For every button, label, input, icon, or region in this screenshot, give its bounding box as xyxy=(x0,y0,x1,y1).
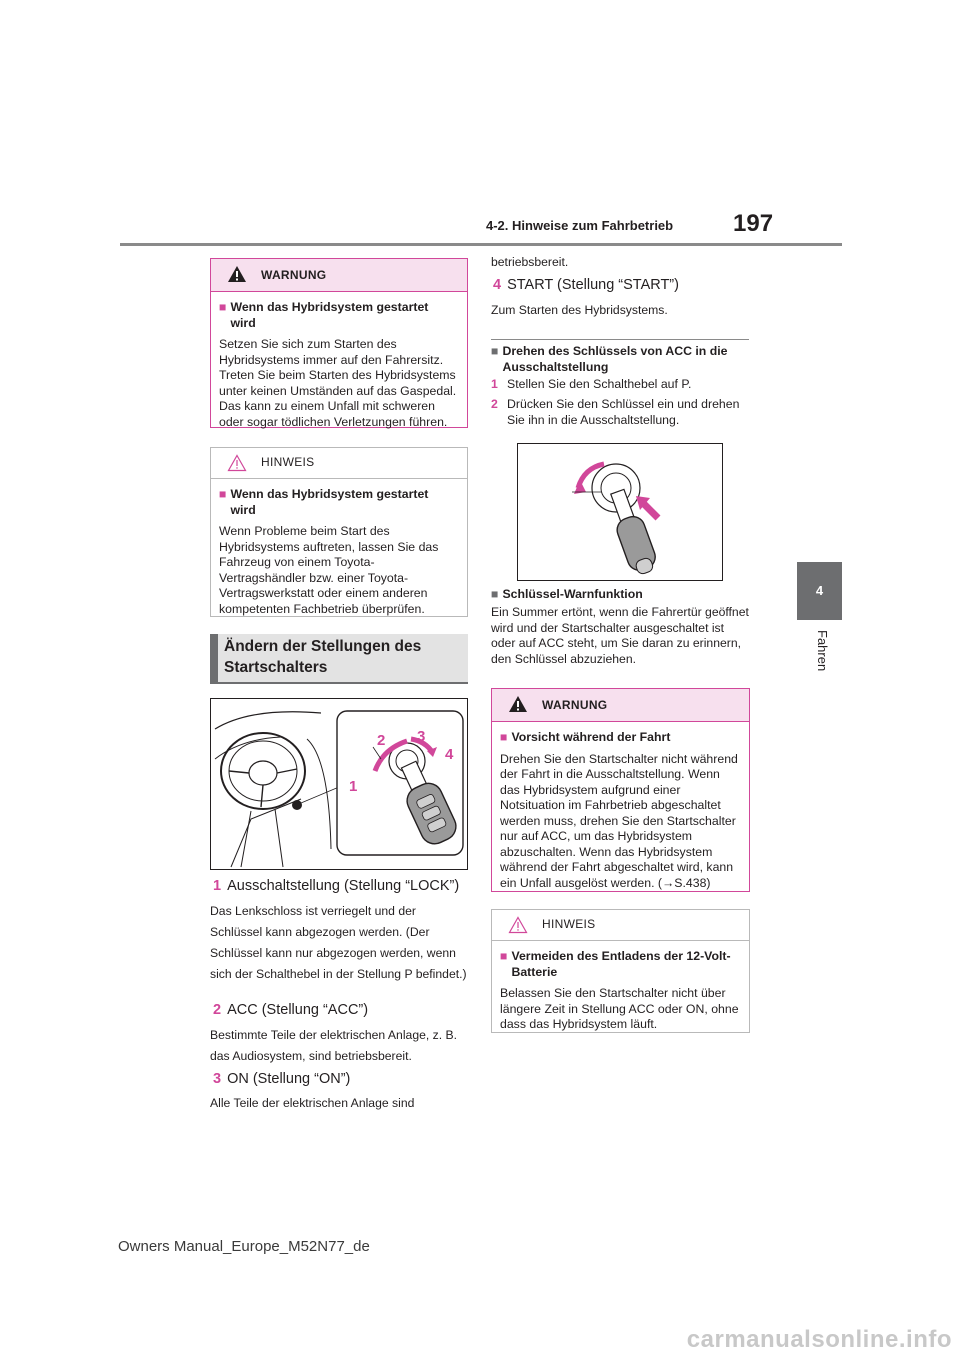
position-4-text: Zum Starten des Hybridsystems. xyxy=(491,303,668,317)
page-number: 197 xyxy=(733,210,774,237)
warning-subtitle-text: Vorsicht während der Fahrt xyxy=(511,730,671,744)
warning-box-driving xyxy=(491,688,750,892)
step-text: Stellen Sie den Schalthebel auf P. xyxy=(507,377,692,391)
position-1-title: Ausschaltstellung (Stellung “LOCK”) xyxy=(227,878,460,894)
turn-off-step-2 xyxy=(491,397,749,428)
continuation-text: betriebsbereit. xyxy=(491,255,569,269)
warning-triangle-icon xyxy=(227,265,247,283)
note-header xyxy=(492,910,749,941)
section-divider xyxy=(491,339,749,340)
warning-subtitle xyxy=(219,300,457,331)
note-label: HINWEIS xyxy=(261,455,315,469)
chapter-tab: 4 xyxy=(797,562,842,620)
turn-off-step-1 xyxy=(491,377,749,393)
position-3-title: ON (Stellung “ON”) xyxy=(227,1071,351,1087)
note-box-hybrid-start xyxy=(210,447,468,617)
position-1-number: 1 xyxy=(213,878,222,894)
position-2-text: Bestimmte Teile der elektrischen Anlage, z. B. das Audiosystem, sind betriebsbereit. xyxy=(210,1028,458,1063)
position-3-heading xyxy=(213,1071,473,1087)
key-warning-text: Ein Summer ertönt, wenn die Fahrertür geöffnet wird und der Startschalter ausgeschaltet ist oder auf ACC steht, um Sie daran zu erinnern, den Schlüssel abzuziehen. xyxy=(491,605,749,666)
caution-triangle-icon xyxy=(227,454,247,472)
caution-triangle-icon xyxy=(508,916,528,934)
note-label: HINWEIS xyxy=(542,917,596,931)
turn-off-heading xyxy=(491,344,749,375)
square-bullet-icon: ■ xyxy=(491,344,499,358)
note-subtitle-text: Vermeiden des Entladens der 12-Volt-Batterie xyxy=(511,949,731,979)
header-rule xyxy=(120,243,842,246)
warning-text: Setzen Sie sich zum Starten des Hybridsystems immer auf den Fahrersitz. Treten Sie beim Starten des Hybridsystems unter keinen Umständen auf das Gaspedal. Das kann zu einem Unfall mit schweren oder sogar tödlichen Verletzungen führen. xyxy=(219,337,457,429)
dashboard-drawing xyxy=(211,699,467,869)
step-number: 1 xyxy=(491,377,498,391)
chapter-label xyxy=(790,630,850,690)
callout-2: 2 xyxy=(377,732,386,749)
warning-triangle-icon xyxy=(508,695,528,713)
callout-3: 3 xyxy=(417,728,426,745)
position-2-number: 2 xyxy=(213,1002,222,1018)
warning-subtitle xyxy=(500,730,739,746)
position-4-title: START (Stellung “START”) xyxy=(507,277,679,293)
key-turn-illustration xyxy=(517,443,723,581)
callout-4: 4 xyxy=(445,746,454,763)
warning-subtitle-text: Wenn das Hybridsystem gestartet wird xyxy=(230,300,429,330)
position-4-heading xyxy=(493,277,751,293)
watermark: carmanualsonline.info xyxy=(686,1326,952,1353)
warning-label: WARNUNG xyxy=(261,268,327,282)
key-warning-title: Schlüssel-Warnfunktion xyxy=(502,587,643,601)
note-text: Wenn Probleme beim Start des Hybridsystems auftreten, lassen Sie das Fahrzeug von einem Toyota-Vertragshändler bzw. einer Toyota-Vertragswerkstatt oder einem anderen kompetenten Fachbetrieb überprüfen. xyxy=(219,524,439,616)
chapter-label-text: Fahren xyxy=(815,630,830,672)
note-box-battery xyxy=(491,909,750,1033)
ignition-illustration xyxy=(210,698,468,870)
key-turn-drawing xyxy=(518,444,722,580)
square-bullet-icon: ■ xyxy=(500,949,508,963)
position-3-text: Alle Teile der elektrischen Anlage sind xyxy=(210,1096,415,1110)
position-1-text: Das Lenkschloss ist verriegelt und der Schlüssel kann abgezogen werden. (Der Schlüssel kann nur abgezogen werden, wenn sich der Schalthebel in der Stellung P befindet.) xyxy=(210,904,467,981)
position-3-number: 3 xyxy=(213,1071,222,1087)
warning-label: WARNUNG xyxy=(542,698,608,712)
step-text: Drücken Sie den Schlüssel ein und drehen Sie ihn in die Ausschaltstellung. xyxy=(507,397,740,427)
warning-header xyxy=(211,259,467,292)
footer-doc-id: Owners Manual_Europe_M52N77_de xyxy=(118,1238,370,1255)
note-subtitle-text: Wenn das Hybridsystem gestartet wird xyxy=(230,487,429,517)
square-bullet-icon: ■ xyxy=(219,300,227,314)
warning-text: Drehen Sie den Startschalter nicht während der Fahrt in die Ausschaltstellung. Wenn das Hybridsystem aufgrund einer Notsituation im Fahrbetrieb abgeschaltet werden muss, drehen Sie den Startschalter nur auf ACC, um das Hybridsystem abzuschalten. Wenn das Hybridsystem während der Fahrt abgeschaltet wird, kann ein Unfall ausgelöst werden. (→S.438) xyxy=(500,751,738,890)
square-bullet-icon: ■ xyxy=(500,730,508,744)
square-bullet-icon: ■ xyxy=(219,487,227,501)
square-bullet-icon: ■ xyxy=(491,587,499,601)
position-2-title: ACC (Stellung “ACC”) xyxy=(227,1002,369,1018)
position-1-heading xyxy=(213,878,473,894)
note-subtitle xyxy=(219,487,457,518)
warning-header xyxy=(492,689,749,722)
note-header xyxy=(211,448,467,479)
running-header: 4-2. Hinweise zum Fahrbetrieb xyxy=(486,218,674,233)
callout-1: 1 xyxy=(349,778,358,795)
position-2-heading xyxy=(213,1002,473,1018)
note-text: Belassen Sie den Startschalter nicht über längere Zeit in Stellung ACC oder ON, ohne dass das Hybridsystem läuft. xyxy=(500,986,739,1031)
position-4-number: 4 xyxy=(493,277,502,293)
key-warning-heading xyxy=(491,587,749,603)
step-number: 2 xyxy=(491,397,498,411)
turn-off-title: Drehen des Schlüssels von ACC in die Ausschaltstellung xyxy=(502,344,728,374)
warning-box-hybrid-start xyxy=(210,258,468,428)
section-title: Ändern der Stellungen des Startschalters xyxy=(210,634,468,684)
note-subtitle xyxy=(500,949,739,980)
